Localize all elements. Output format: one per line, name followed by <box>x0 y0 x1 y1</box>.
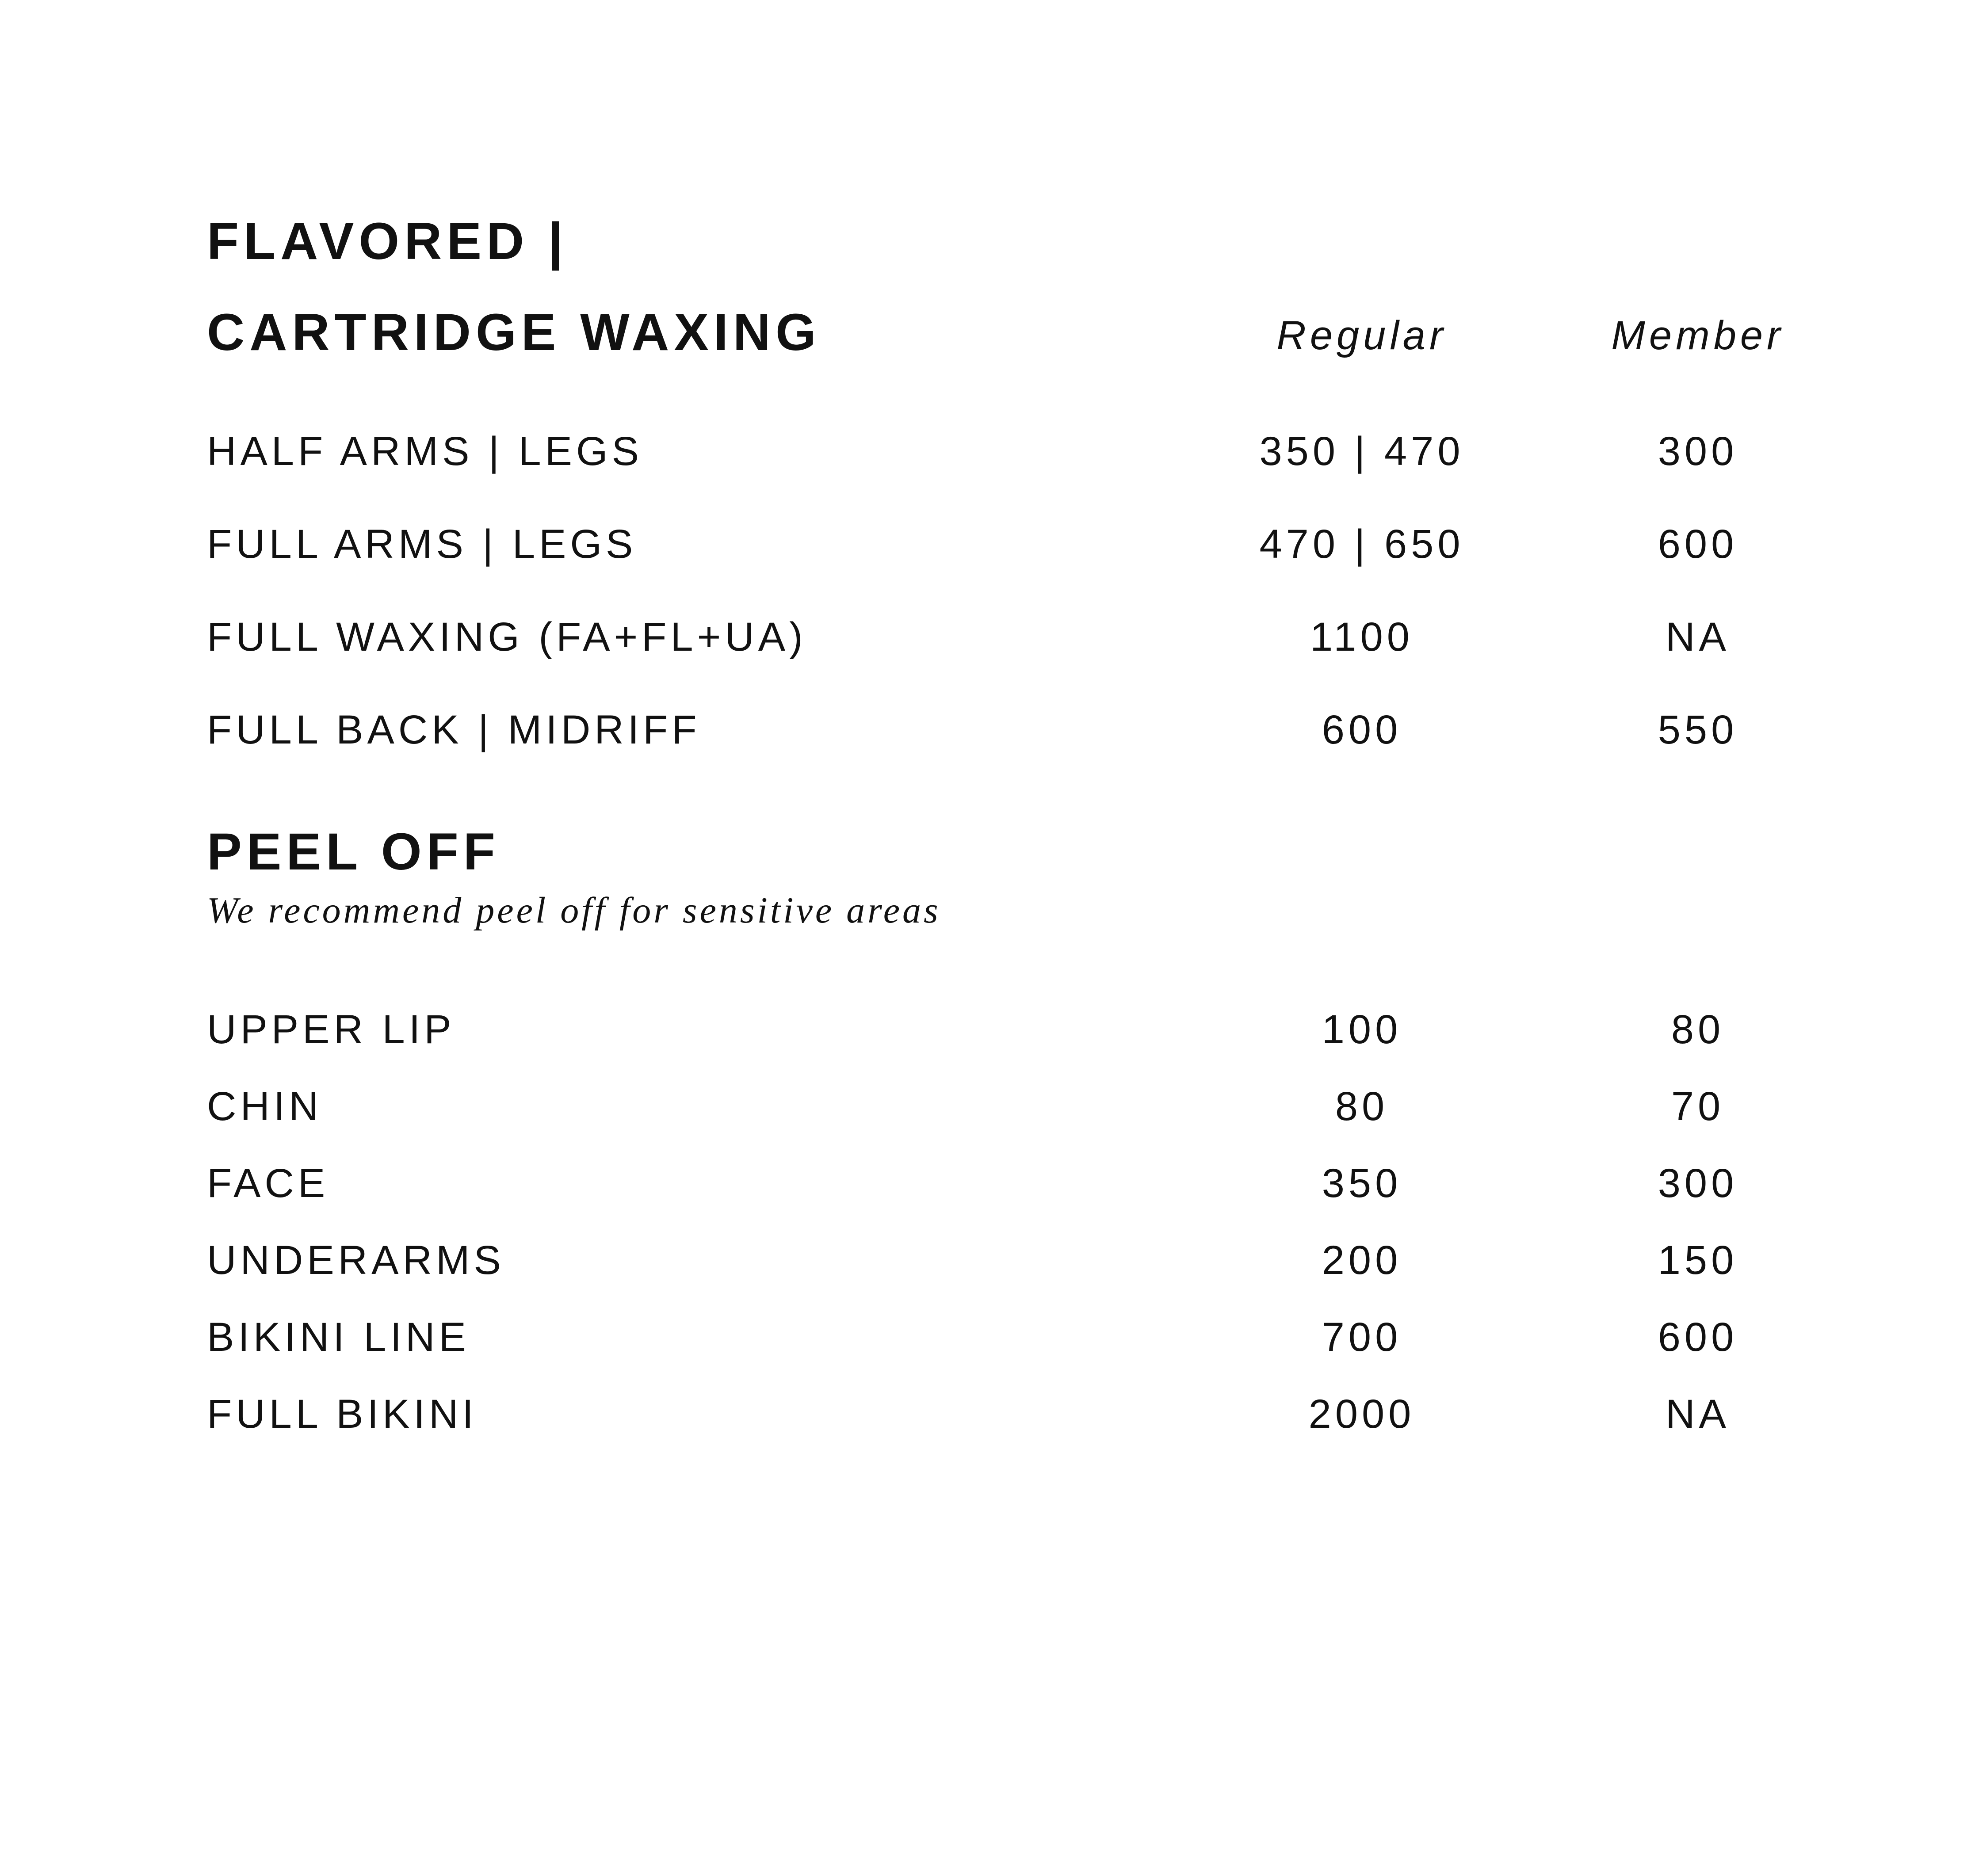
member-price: 150 <box>1658 1238 1738 1283</box>
member-price: 600 <box>1658 1315 1738 1360</box>
regular-price: 1100 <box>1310 614 1414 660</box>
member-price: NA <box>1666 614 1730 660</box>
member-price: 600 <box>1658 522 1738 567</box>
service-name: UNDERARMS <box>207 1238 505 1283</box>
service-name: CHIN <box>207 1084 322 1129</box>
regular-price: 350 | 470 <box>1259 429 1464 474</box>
service-name: FULL ARMS | LEGS <box>207 522 637 567</box>
member-price: NA <box>1666 1392 1730 1437</box>
member-price: 80 <box>1671 1007 1725 1052</box>
service-name: UPPER LIP <box>207 1007 455 1052</box>
service-name: FULL BIKINI <box>207 1392 478 1437</box>
member-price: 300 <box>1658 429 1738 474</box>
column-header-member: Member <box>1611 313 1784 358</box>
regular-price: 700 <box>1322 1315 1402 1360</box>
regular-price: 600 <box>1322 707 1402 752</box>
member-price: 300 <box>1658 1161 1738 1206</box>
regular-price: 350 <box>1322 1161 1402 1206</box>
service-name: BIKINI LINE <box>207 1315 470 1360</box>
column-header-regular: Regular <box>1276 313 1447 358</box>
service-name: FACE <box>207 1161 329 1206</box>
regular-price: 470 | 650 <box>1259 522 1464 567</box>
section-title-peel-off: PEEL OFF <box>207 823 500 881</box>
section-note: We recommend peel off for sensitive areas <box>207 890 941 931</box>
section-title-flavored: FLAVORED | <box>207 212 568 271</box>
regular-price: 80 <box>1335 1084 1389 1129</box>
member-price: 70 <box>1671 1084 1725 1129</box>
regular-price: 100 <box>1322 1007 1402 1052</box>
service-name: FULL WAXING (FA+FL+UA) <box>207 614 807 660</box>
service-name: FULL BACK | MIDRIFF <box>207 707 701 752</box>
member-price: 550 <box>1658 707 1738 752</box>
section-title-cartridge-waxing: CARTRIDGE WAXING <box>207 303 821 362</box>
regular-price: 200 <box>1322 1238 1402 1283</box>
service-name: HALF ARMS | LEGS <box>207 429 643 474</box>
regular-price: 2000 <box>1308 1392 1415 1437</box>
